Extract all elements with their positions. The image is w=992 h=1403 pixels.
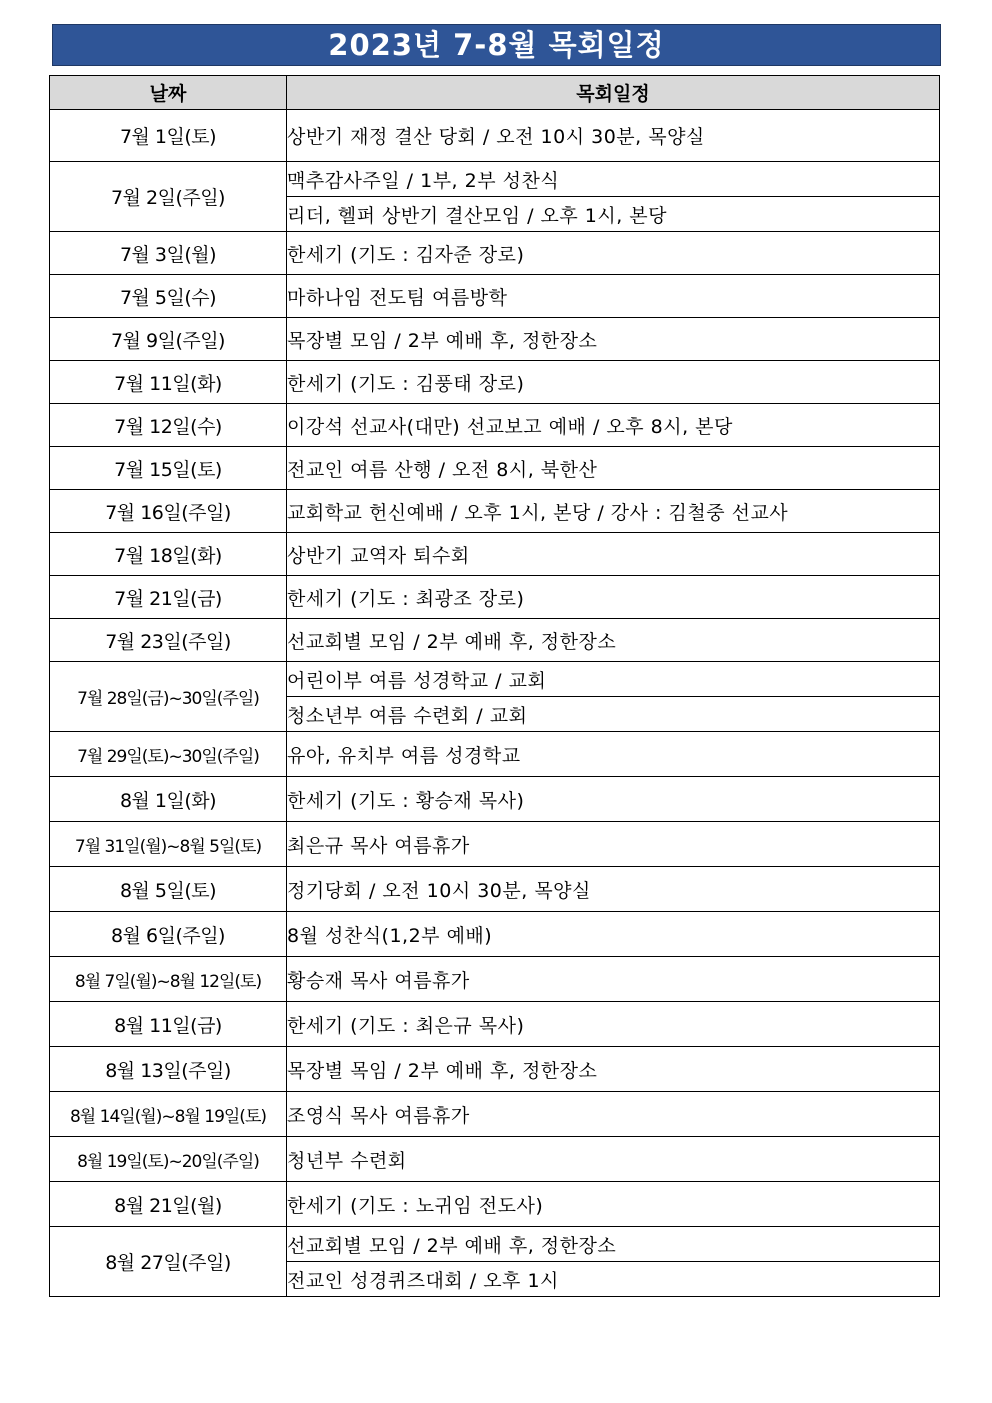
event-cell: 전교인 성경퀴즈대회 / 오후 1시 <box>287 1262 940 1297</box>
table-row <box>50 822 940 867</box>
event-cell: 리더, 헬퍼 상반기 결산모임 / 오후 1시, 본당 <box>287 197 940 232</box>
event-column-header: 목회일정 <box>287 76 940 110</box>
table-row <box>50 232 940 275</box>
event-cell: 어린이부 여름 성경학교 / 교회 <box>287 662 940 697</box>
event-cell: 청년부 수련회 <box>287 1137 940 1182</box>
date-cell: 7월 1일(토) <box>50 110 287 162</box>
date-cell: 8월 27일(주일) <box>50 1227 287 1297</box>
table-row <box>50 619 940 662</box>
event-cell: 조영식 목사 여름휴가 <box>287 1092 940 1137</box>
date-cell: 7월 23일(주일) <box>50 619 287 662</box>
date-column-header: 날짜 <box>50 76 287 110</box>
table-row <box>50 777 940 822</box>
date-cell: 7월 3일(월) <box>50 232 287 275</box>
table-row <box>50 912 940 957</box>
table-row <box>50 447 940 490</box>
event-cell: 황승재 목사 여름휴가 <box>287 957 940 1002</box>
event-cell: 목장별 모임 / 2부 예배 후, 정한장소 <box>287 318 940 361</box>
date-cell: 7월 28일(금)~30일(주일) <box>50 662 287 732</box>
event-cell: 선교회별 모임 / 2부 예배 후, 정한장소 <box>287 1227 940 1262</box>
event-cell: 한세기 (기도 : 최은규 목사) <box>287 1002 940 1047</box>
event-cell: 유아, 유치부 여름 성경학교 <box>287 732 940 777</box>
table-row <box>50 162 940 197</box>
date-cell: 7월 21일(금) <box>50 576 287 619</box>
table-row <box>50 361 940 404</box>
table-row <box>50 867 940 912</box>
date-cell: 8월 7일(월)~8월 12일(토) <box>50 957 287 1002</box>
date-cell: 7월 18일(화) <box>50 533 287 576</box>
date-cell: 8월 6일(주일) <box>50 912 287 957</box>
event-cell: 한세기 (기도 : 최광조 장로) <box>287 576 940 619</box>
table-row <box>50 1002 940 1047</box>
event-cell: 한세기 (기도 : 김자준 장로) <box>287 232 940 275</box>
event-cell: 한세기 (기도 : 김풍태 장로) <box>287 361 940 404</box>
event-cell: 이강석 선교사(대만) 선교보고 예배 / 오후 8시, 본당 <box>287 404 940 447</box>
header-row <box>50 76 940 110</box>
event-cell: 한세기 (기도 : 노귀임 전도사) <box>287 1182 940 1227</box>
date-cell: 7월 11일(화) <box>50 361 287 404</box>
event-cell: 상반기 교역자 퇴수회 <box>287 533 940 576</box>
date-cell: 8월 19일(토)~20일(주일) <box>50 1137 287 1182</box>
date-cell: 7월 16일(주일) <box>50 490 287 533</box>
date-cell: 8월 1일(화) <box>50 777 287 822</box>
table-row <box>50 110 940 162</box>
table-row <box>50 1137 940 1182</box>
table-row <box>50 732 940 777</box>
date-cell: 7월 31일(월)~8월 5일(토) <box>50 822 287 867</box>
event-cell: 전교인 여름 산행 / 오전 8시, 북한산 <box>287 447 940 490</box>
table-row <box>50 275 940 318</box>
date-cell: 7월 2일(주일) <box>50 162 287 232</box>
event-cell: 정기당회 / 오전 10시 30분, 목양실 <box>287 867 940 912</box>
event-cell: 한세기 (기도 : 황승재 목사) <box>287 777 940 822</box>
date-cell: 7월 15일(토) <box>50 447 287 490</box>
table-row <box>50 957 940 1002</box>
event-cell: 맥추감사주일 / 1부, 2부 성찬식 <box>287 162 940 197</box>
date-cell: 7월 29일(토)~30일(주일) <box>50 732 287 777</box>
table-row <box>50 533 940 576</box>
table-row <box>50 576 940 619</box>
date-cell: 8월 14일(월)~8월 19일(토) <box>50 1092 287 1137</box>
table-row <box>50 404 940 447</box>
table-row <box>50 1092 940 1137</box>
event-cell: 목장별 목임 / 2부 예배 후, 정한장소 <box>287 1047 940 1092</box>
page-title: 2023년 7-8월 목회일정 <box>52 24 941 66</box>
table-row <box>50 318 940 361</box>
date-cell: 8월 5일(토) <box>50 867 287 912</box>
date-cell: 7월 9일(주일) <box>50 318 287 361</box>
event-cell: 청소년부 여름 수련회 / 교회 <box>287 697 940 732</box>
date-cell: 8월 11일(금) <box>50 1002 287 1047</box>
event-cell: 선교회별 모임 / 2부 예배 후, 정한장소 <box>287 619 940 662</box>
date-cell: 7월 12일(수) <box>50 404 287 447</box>
table-row <box>50 1047 940 1092</box>
table-row <box>50 662 940 697</box>
date-cell: 8월 21일(월) <box>50 1182 287 1227</box>
event-cell: 상반기 재정 결산 당회 / 오전 10시 30분, 목양실 <box>287 110 940 162</box>
table-row <box>50 1227 940 1262</box>
event-cell: 최은규 목사 여름휴가 <box>287 822 940 867</box>
date-cell: 8월 13일(주일) <box>50 1047 287 1092</box>
date-cell: 7월 5일(수) <box>50 275 287 318</box>
table-row <box>50 490 940 533</box>
event-cell: 마하나임 전도팀 여름방학 <box>287 275 940 318</box>
schedule-table <box>49 75 940 1297</box>
event-cell: 교회학교 헌신예배 / 오후 1시, 본당 / 강사 : 김철중 선교사 <box>287 490 940 533</box>
event-cell: 8월 성찬식(1,2부 예배) <box>287 912 940 957</box>
table-row <box>50 1182 940 1227</box>
